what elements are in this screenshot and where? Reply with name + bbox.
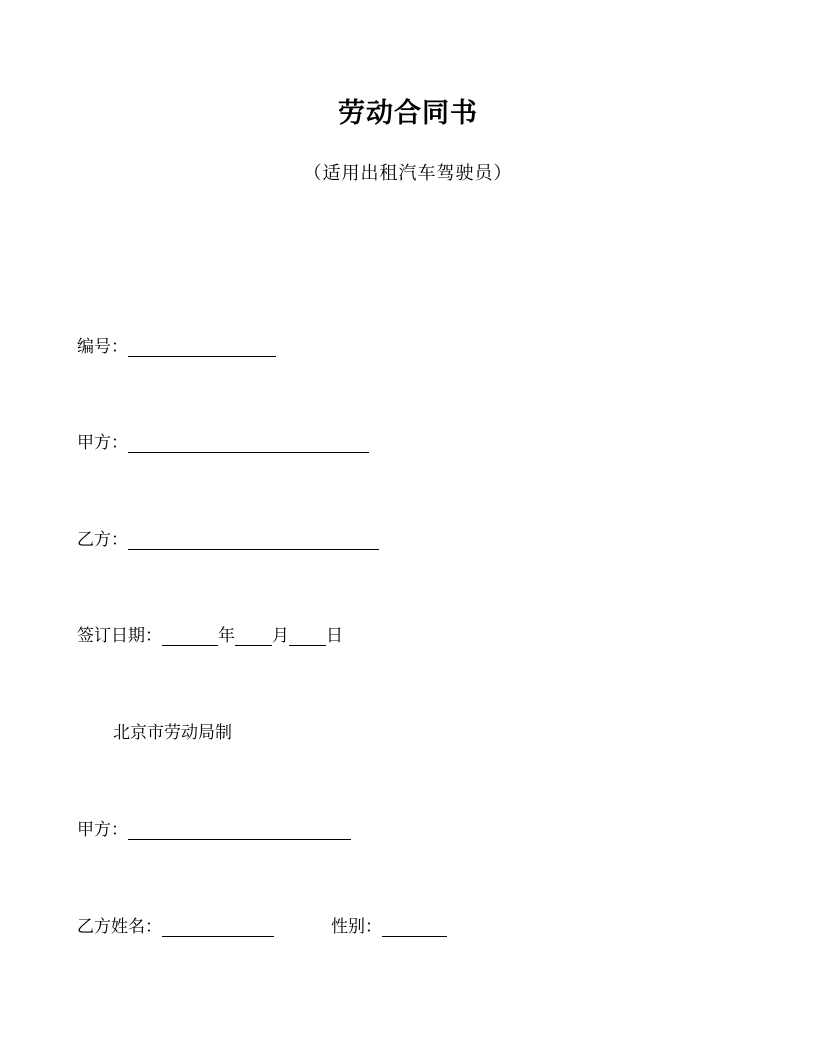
- sign-day-blank[interactable]: [289, 627, 326, 646]
- sign-date-label: 签订日期：: [77, 626, 162, 646]
- party-a-row: [77, 430, 369, 454]
- party-b-name-label: 乙方姓名：: [77, 917, 162, 937]
- gender-blank[interactable]: [382, 918, 447, 937]
- party-b-label: 乙方：: [77, 530, 128, 550]
- party-a-label: 甲方：: [77, 433, 128, 453]
- party-a-row-2: [77, 817, 351, 841]
- year-label: 年: [218, 626, 235, 646]
- document-subtitle: （适用出租汽车驾驶员）: [303, 163, 513, 184]
- party-b-blank[interactable]: [128, 531, 379, 550]
- party-b-row: [77, 527, 379, 551]
- party-a-blank[interactable]: [128, 434, 369, 453]
- sign-month-blank[interactable]: [235, 627, 272, 646]
- number-row: [77, 334, 276, 358]
- sign-date-row: [77, 623, 343, 647]
- issuer-row: [113, 720, 232, 744]
- month-label: 月: [272, 626, 289, 646]
- document-title: 劳动合同书: [338, 98, 478, 129]
- party-b-name-blank[interactable]: [162, 918, 274, 937]
- party-a-label-2: 甲方：: [77, 820, 128, 840]
- number-blank[interactable]: [128, 338, 276, 357]
- party-a-blank-2[interactable]: [128, 821, 351, 840]
- issuer-text: 北京市劳动局制: [113, 723, 232, 743]
- party-b-info-row: [77, 914, 447, 938]
- number-label: 编号：: [77, 337, 128, 357]
- day-label: 日: [326, 626, 343, 646]
- gender-label: 性别：: [331, 917, 382, 937]
- sign-year-blank[interactable]: [162, 627, 218, 646]
